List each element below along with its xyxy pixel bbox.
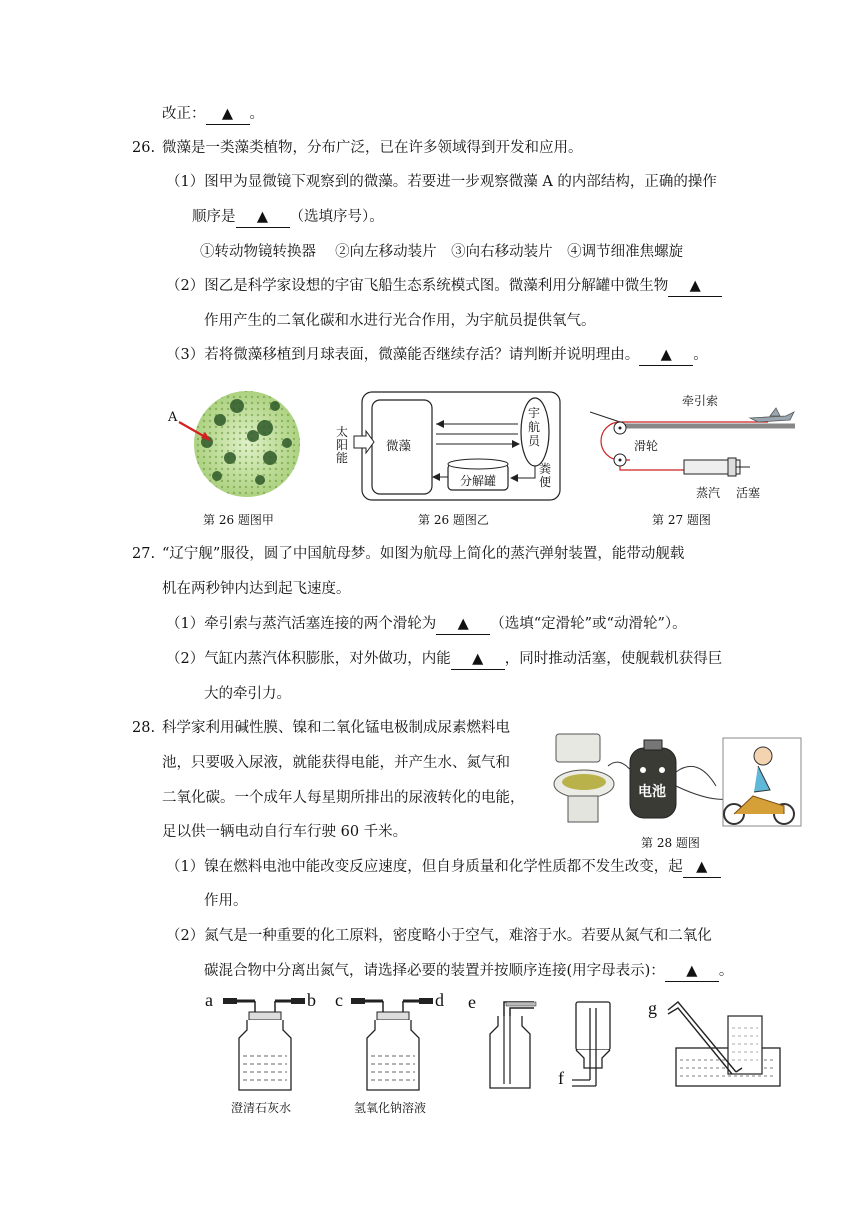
answer-blank[interactable]: ▲ xyxy=(683,857,721,878)
answer-blank[interactable]: ▲ xyxy=(639,345,693,366)
q27-part2-b: 大的牵引力。 xyxy=(204,686,291,702)
q27-stem-a: “辽宁舰”服役，圆了中国航母梦。如图为航母上简化的蒸汽弹射装置，能带动舰载 xyxy=(162,546,685,562)
answer-blank[interactable]: ▲ xyxy=(451,649,505,670)
q28-part2-a: （2）氮气是一种重要的化工原料，密度略小于空气，难溶于水。若要从氮气和二氧化 xyxy=(166,928,712,944)
apparatus-e-svg xyxy=(466,990,541,1090)
fig26a-caption: 第 26 题图甲 xyxy=(203,513,274,527)
fig28-battery-illustration xyxy=(548,726,803,830)
apparatus-label-a: a xyxy=(205,990,213,1010)
apparatus-label-c: c xyxy=(335,990,343,1010)
q26-part1-a: （1）图甲为显微镜下观察到的微藻。若要进一步观察微藻 A 的内部结构，正确的操作 xyxy=(166,174,717,190)
fig26b-algae: 微藻 xyxy=(386,438,412,453)
fig26a-svg xyxy=(165,388,305,503)
q26-part2-a-pre: （2）图乙是科学家设想的宇宙飞船生态系统模式图。微藻利用分解罐中微生物 xyxy=(166,278,669,294)
limewater-caption: 澄清石灰水 xyxy=(231,1101,292,1115)
q26-stem: 微藻是一类藻类植物，分布广泛，已在许多领域得到开发和应用。 xyxy=(162,140,583,156)
naoh-caption: 氢氧化钠溶液 xyxy=(354,1101,427,1115)
fig26b-waste: 粪便 xyxy=(539,462,552,489)
q27-number: 27. xyxy=(132,546,156,562)
answer-blank[interactable]: ▲ xyxy=(668,276,722,297)
q28-part1 xyxy=(166,857,721,878)
q26-number: 26. xyxy=(132,140,156,156)
fig26b-tank: 分解罐 xyxy=(460,474,497,488)
q26-part2-b: 作用产生的二氧化碳和水进行光合作用，为宇航员提供氧气。 xyxy=(204,313,596,329)
apparatus-label-b: b xyxy=(307,990,316,1010)
apparatus-bottle-naoh xyxy=(333,988,448,1096)
fig28-battery-label: 电池 xyxy=(638,784,666,800)
q26-part3: （3）若将微藻移植到月球表面，微藻能否继续存活？请判断并说明理由。 ▲ 。 xyxy=(166,345,708,366)
fig28-svg xyxy=(548,726,803,830)
fig27-caption: 第 27 题图 xyxy=(652,513,711,527)
fig27-rope: 牵引索 xyxy=(682,394,719,408)
q28-part1-pre: （1）镍在燃料电池中能改变反应速度，但自身质量和化学性质都不发生改变，起 xyxy=(166,859,683,875)
q28-stem-d: 足以供一辆电动自行车行驶 60 千米。 xyxy=(162,824,408,840)
q26-part1-b xyxy=(192,207,384,228)
apparatus-label-g: g xyxy=(648,998,657,1018)
answer-blank[interactable]: ▲ xyxy=(665,961,719,982)
q27-part2-a xyxy=(166,649,722,670)
fig26b-ecosystem xyxy=(336,388,566,506)
apparatus-bottle-limewater xyxy=(205,988,320,1096)
apparatus-g-svg xyxy=(646,992,786,1090)
q27-part2-post: ，同时推动活塞，使舰载机获得巨 xyxy=(504,651,723,667)
apparatus-bottle-cd-svg xyxy=(333,988,448,1096)
q28-stem-c: 二氧化碳。一个成年人每星期所排出的尿液转化的电能， xyxy=(162,790,525,806)
apparatus-downward-collection xyxy=(558,998,618,1090)
q28-part2-b: 碳混合物中分离出氮气，请选择必要的装置并按顺序连接(用字母表示)： ▲ 。 xyxy=(204,961,733,982)
q28-part2-b-pre: 碳混合物中分离出氮气，请选择必要的装置并按顺序连接(用字母表示)： xyxy=(204,963,665,979)
apparatus-label-e: e xyxy=(468,992,476,1012)
q28-number: 28. xyxy=(132,720,156,736)
q26-options: ①转动物镜转换器 ②向左移动装片 ③向右移动装片 ④调节细准焦螺旋 xyxy=(200,244,684,260)
apparatus-water-displacement xyxy=(646,992,786,1090)
fig27-piston: 活塞 xyxy=(736,486,761,500)
fig26a-label-A: A xyxy=(168,410,178,425)
q28-part1-b: 作用。 xyxy=(204,893,248,909)
q27-part1 xyxy=(166,614,687,635)
q27-stem-b: 机在两秒钟内达到起飞速度。 xyxy=(162,581,351,597)
q27-part1-pre: （1）牵引索与蒸汽活塞连接的两个滑轮为 xyxy=(166,616,437,632)
fig27-catapult xyxy=(590,388,800,506)
fig26b-caption: 第 26 题图乙 xyxy=(418,513,489,527)
q26-part1-b-post: （选填序号）。 xyxy=(289,209,384,225)
fig27-pulley: 滑轮 xyxy=(634,439,659,453)
fig28-caption: 第 28 题图 xyxy=(641,836,700,850)
apparatus-f-svg xyxy=(558,998,618,1090)
correction-line: 改正： ▲ 。 xyxy=(162,104,264,125)
fig27-steam: 蒸汽 xyxy=(696,486,721,500)
q26-part3-pre: （3）若将微藻移植到月球表面，微藻能否继续存活？请判断并说明理由。 xyxy=(166,347,640,363)
apparatus-bottle-ab-svg xyxy=(205,988,320,1096)
apparatus-upward-collection xyxy=(466,990,541,1090)
correction-label: 改正： xyxy=(162,106,206,122)
fig26b-astronaut: 宇航员 xyxy=(528,406,541,448)
q28-stem-b: 池，只要吸入尿液，就能获得电能，并产生水、氮气和 xyxy=(162,755,510,771)
fig26a-microscope xyxy=(165,388,305,503)
answer-blank[interactable]: ▲ xyxy=(236,207,290,228)
q27-part1-post: （选填“定滑轮”或“动滑轮”）。 xyxy=(490,616,687,632)
answer-blank[interactable]: ▲ xyxy=(206,104,250,125)
q28-stem-a: 科学家利用碱性膜、镍和二氧化锰电极制成尿素燃料电 xyxy=(162,720,510,736)
answer-blank[interactable]: ▲ xyxy=(436,614,490,635)
apparatus-label-f: f xyxy=(558,1068,564,1088)
fig26b-sun: 太阳能 xyxy=(336,425,349,465)
apparatus-label-d: d xyxy=(435,990,444,1010)
q26-part2-a xyxy=(166,276,722,297)
q27-part2-pre: （2）气缸内蒸汽体积膨胀，对外做功，内能 xyxy=(166,651,451,667)
q26-part1-b-pre: 顺序是 xyxy=(192,209,236,225)
